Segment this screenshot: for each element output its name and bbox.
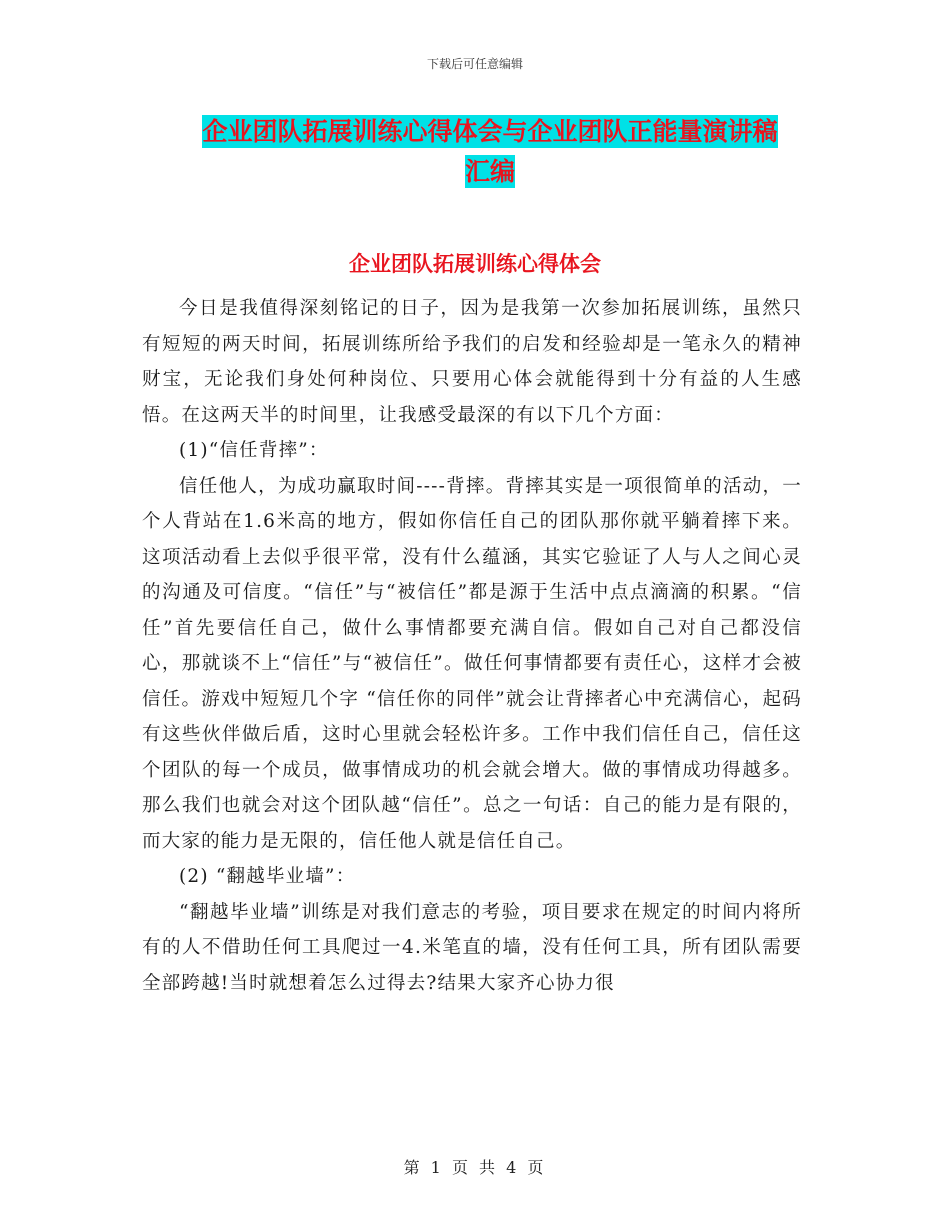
paragraph-trust-fall: 信任他人，为成功赢取时间----背摔。背摔其实是一项很简单的活动，一个人背站在1.6米高的地方，假如你信任自己的团队那你就平躺着摔下来。这项活动看上去似乎很平常，没有什么蕴涵，其实它验证了人与人之间心灵的沟通及可信度。“信任”与“被信任”都是源于生活中点点滴滴的积累。“信任”首先要信任自己，做什么事情都要充满自信。假如自己对自己都没信心，那就谈不上“信任”与“被信任”。做任何事情都要有责任心，这样才会被信任。游戏中短短几个字 “信任你的同伴”就会让背摔者心中充满信心，起码有这些伙伴做后盾，这时心里就会轻松许多。工作中我们信任自己，信任这个团队的每一个成员，做事情成功的机会就会增大。做的事情成功得越多。那么我们也就会对这个团队越“信任”。总之一句话：自己的能力是有限的，而大家的能力是无限的，信任他人就是信任自己。: [142, 475, 802, 852]
section-title: 企业团队拓展训练心得体会: [349, 251, 601, 276]
paragraph-intro: 今日是我值得深刻铭记的日子，因为是我第一次参加拓展训练，虽然只有短短的两天时间，拓展训练所给予我们的启发和经验却是一笔永久的精神财宝，无论我们身处何种岗位、只要用心体会就能得到十分有益的人生感悟。在这两天半的时间里，让我感受最深的有以下几个方面：: [142, 298, 802, 426]
document-title: [140, 112, 840, 192]
title-line-2: 汇编: [464, 157, 515, 186]
paragraph-heading-2: (2) “翻越毕业墙”：: [179, 866, 356, 887]
document-body: [142, 291, 802, 1001]
page-header-note: 下载后可任意编辑: [426, 57, 523, 71]
page-number: 第 1 页 共 4 页: [403, 1158, 547, 1177]
title-line-1: 企业团队拓展训练心得体会与企业团队正能量演讲稿: [202, 117, 778, 146]
paragraph-heading-1: (1)“信任背摔”：: [179, 440, 329, 461]
paragraph-wall: “翻越毕业墙”训练是对我们意志的考验，项目要求在规定的时间内将所有的人不借助任何工具爬过一4.米笔直的墙，没有任何工具，所有团队需要全部跨越!当时就想着怎么过得去?结果大家齐心协力很: [142, 901, 802, 994]
